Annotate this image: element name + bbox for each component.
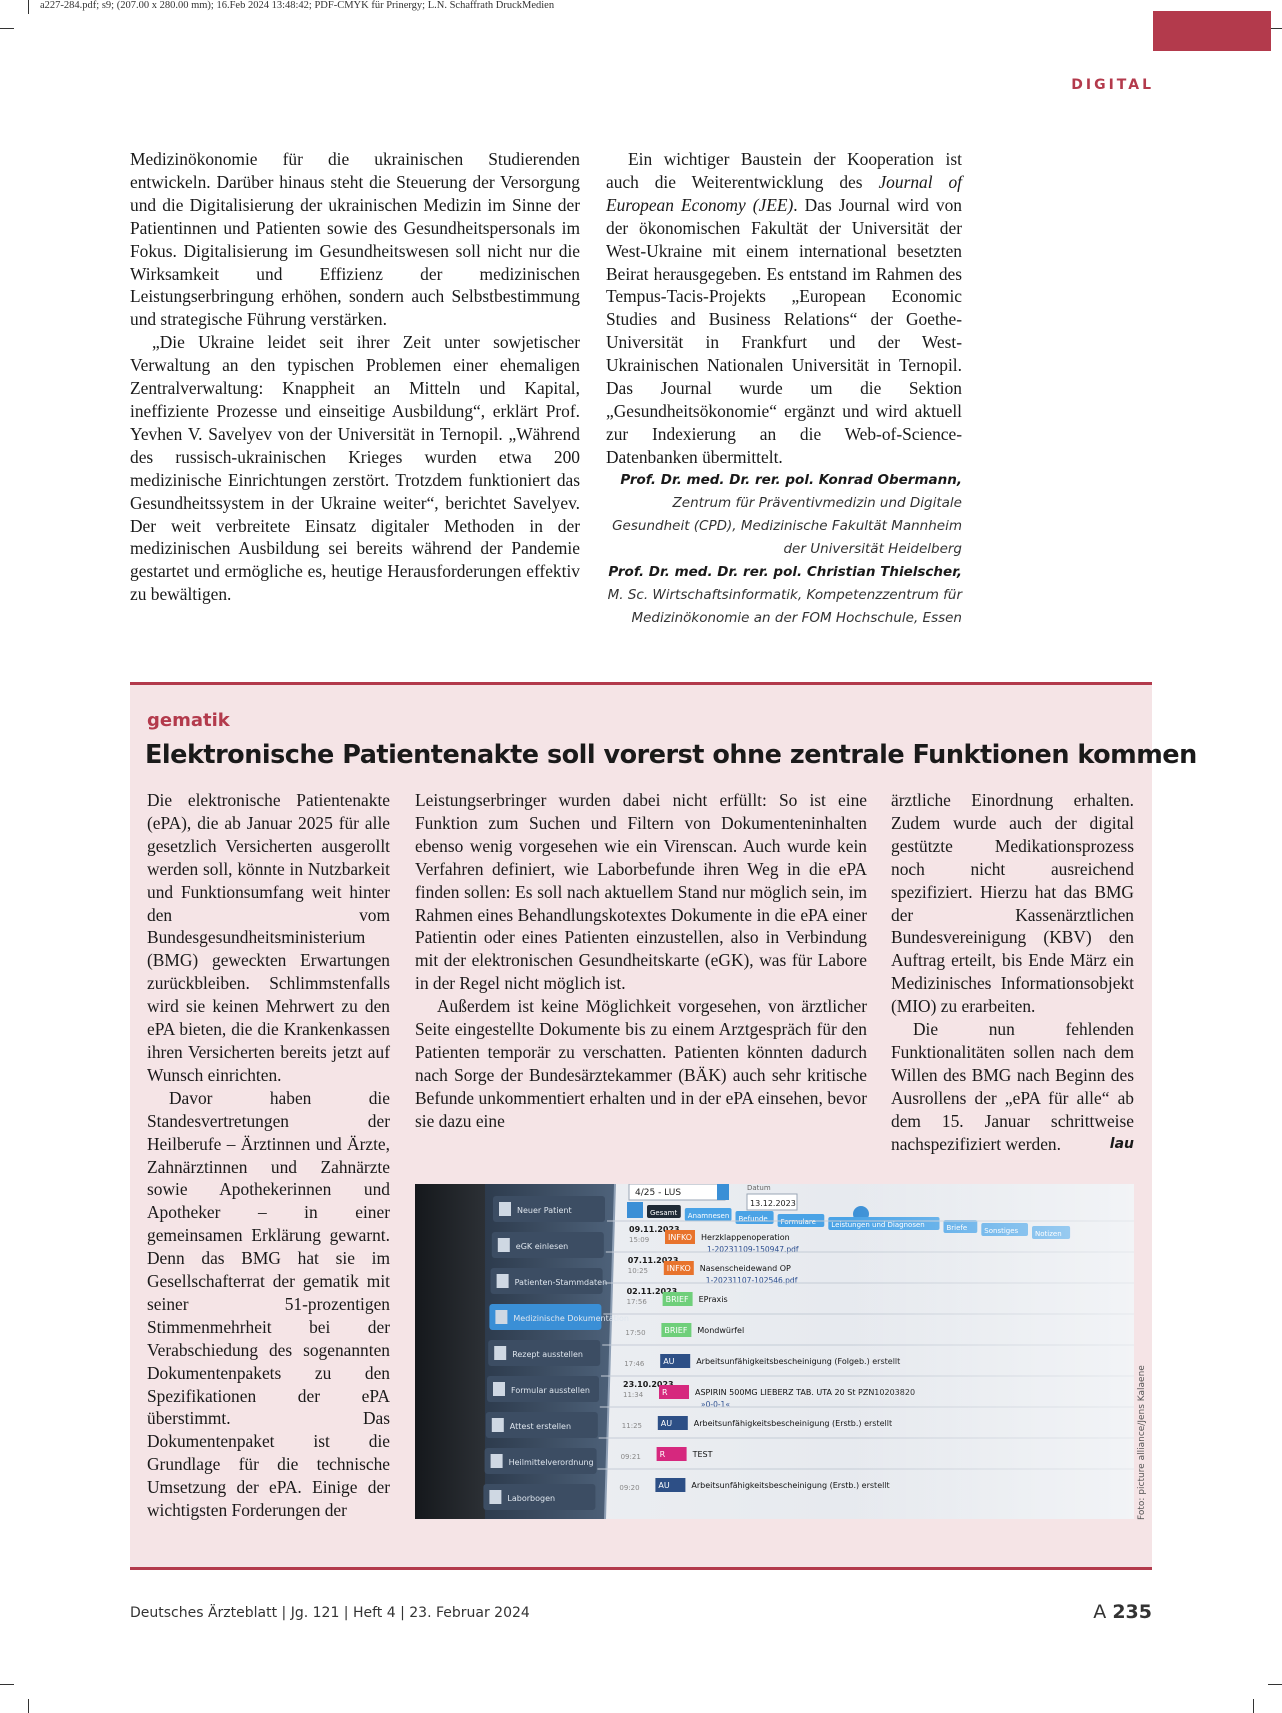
box-kicker: gematik — [147, 710, 230, 731]
paragraph: Davor haben die Standesvertretungen der Heilberufe – Ärztinnen und Ärzte, Zahnärztinnen und Zahnärzte sowie Apothekerinnen und Apotheker – in einer gemeinsamen Erklärung gewarnt. Denn das BMG hat sie im Gesellschafterrat der gematik mit seiner 51-prozentigen Stimmenmehrheit bei der Verabschiedung des sogenannten Dokumentenpakets zu den Spezifikationen der ePA überstimmt. Das Dokumentenpaket ist die Grundlage für die technische Umsetzung der ePA. Einige der wichtigsten Forderungen der — [147, 1087, 390, 1521]
paragraph: Außerdem ist keine Möglichkeit vorgesehen, von ärztlicher Seite eingestellte Dokumente bis zu einem Arztgespräch für den Patienten temporär zu verschatten. Patienten könnten dadurch nach Sorge der Bundesärztekammer (BÄK) auch sehr kritische Befunde unkommentiert erhalten und in der ePA einsehen, bevor sie dazu eine — [415, 996, 867, 1131]
page-number: A 235 — [1093, 1601, 1152, 1623]
paragraph: Die elektronische Patientenakte (ePA), die ab Januar 2025 für alle gesetzlich Versicherten ausgerollt werden soll, könnte in Nutzbarkeit und Funktionsumfang weit hinter den vom Bundesgesundheitsministerium (BMG) geweckten Erwartungen zurückbleiben. Schlimmstenfalls wird sie keinen Mehrwert zu den ePA bieten, die die Krankenkassen ihren Versicherten bereits jetzt auf Wunsch einrichten. — [147, 790, 390, 1085]
crop-mark — [0, 28, 14, 29]
box-column-1 — [147, 789, 390, 1522]
paragraph: Ein wichtiger Baustein der Kooperation ist auch die Weiterentwicklung des Journal of European Economy (JEE). Das Journal wird von der ökonomischen Fakultät der Universität der West-Ukraine mit einem international besetzten Beirat herausgegeben. Es entstand im Rahmen des Tempus-Tacis-Projekts „European Economic Studies and Business Relations“ der Goethe-Universität in Frankfurt und der West-Ukrainischen Nationalen Universität in Ternopil. Das Journal wurde um die Sektion „Gesundheitsökonomie“ ergänzt und wird aktuell zur Indexierung an die Web-of-Science-Datenbanken übermittelt. — [606, 149, 962, 467]
article-right-column — [606, 148, 962, 630]
box-headline: Elektronische Patientenakte soll vorerst ohne zentrale Funktionen kommen — [145, 740, 1197, 770]
author-byline: Prof. Dr. med. Dr. rer. pol. Konrad Obermann, Zentrum für Präventivmedizin und Digitale Gesundheit (CPD), Medizinische Fakultät Mannheim der Universität Heidelberg Prof. Dr. med. Dr. rer. pol. Christian Thielscher, M. Sc. Wirtschaftsinformatik, Kompetenzzentrum für Medizinökonomie an der FOM Hochschule, Essen — [607, 471, 962, 626]
photo-credit: Foto: picture alliance/Jens Kalaene — [1137, 1365, 1147, 1520]
paragraph: ärztliche Einordnung erhalten. Zudem wurde auch der digital gestützte Medikationsprozess noch nicht ausreichend spezifiziert. Hierzu hat das BMG der Kassenärztlichen Bundesvereinigung (KBV) den Auftrag erteilt, bis Ende März ein Medizinisches Informationsobjekt (MIO) zu erarbeiten. — [891, 790, 1134, 1017]
epa-screen-photo — [415, 1184, 1134, 1519]
box-column-2 — [415, 789, 867, 1133]
crop-mark — [1268, 1684, 1282, 1685]
box-column-3 — [891, 789, 1134, 1156]
crop-mark — [0, 1684, 14, 1685]
section-label: DIGITAL — [1071, 77, 1154, 93]
print-info: a227-284.pdf; s9; (207.00 x 280.00 mm); 16.Feb 2024 13:48:42; PDF-CMYK für Prinergy; L.N. Schaffrath DruckMedien — [40, 0, 555, 11]
section-color-tab — [1153, 11, 1271, 51]
paragraph: „Die Ukraine leidet seit ihrer Zeit unter sowjetischer Verwaltung an den typischen Problemen einer ehemaligen Zentralverwaltung: Knappheit an Mitteln und Kapital, ineffiziente Prozesse und einseitige Ausbildung“, erklärt Prof. Yevhen V. Savelyev von der Universität in Ternopil. „Während des russisch-ukrainischen Krieges wurden etwa 200 medizinische Einrichtungen zerstört. Trotzdem funktioniert das Gesundheitssystem in der Ukraine weiter“, berichtet Savelyev. Der weit verbreitete Einsatz digitaler Methoden in der medizinischen Ausbildung sei bereits während der Pandemie gestartet und ermögliche es, heutige Herausforderungen effektiv zu bewältigen. — [130, 332, 580, 605]
crop-mark — [1253, 1699, 1254, 1713]
crop-mark — [28, 0, 29, 14]
article-left-column — [130, 148, 580, 606]
paragraph: Die nun fehlenden Funktionalitäten sollen nach dem Willen des BMG nach Beginn des Ausrollens der „ePA für alle“ ab dem 15. Januar schrittweise nachspezifiziert werden. lau — [891, 1019, 1134, 1154]
author-tag: lau — [1109, 1135, 1134, 1152]
journal-name: Journal of European Economy (JEE) — [606, 171, 962, 215]
crop-mark — [28, 1699, 29, 1713]
paragraph: Leistungserbringer wurden dabei nicht erfüllt: So ist eine Funktion zum Suchen und Filtern von Dokumenteninhalten ebenso wenig vorgesehen wie ein Virenscan. Auch wurde kein Verfahren definiert, wie Laborbefunde ihren Weg in die ePA finden sollen: Es soll nach aktuellem Stand nur möglich sein, im Rahmen eines Behandlungskotextes Dokumente in die ePA einer Patientin oder eines Patienten einzustellen, also in Verbindung mit der elektronischen Gesundheitskarte (eGK), was für Labore in der Regel nicht möglich ist. — [415, 790, 867, 994]
footer-journal-info: Deutsches Ärzteblatt | Jg. 121 | Heft 4 | 23. Februar 2024 — [130, 1605, 530, 1621]
paragraph: Medizinökonomie für die ukrainischen Studierenden entwickeln. Darüber hinaus steht die Steuerung der Versorgung und die Digitalisierung der ukrainischen Medizin im Sinne der Patientinnen und Patienten sowie des Gesundheitspersonals im Fokus. Digitalisierung im Gesundheitswesen soll nicht nur die Wirksamkeit und Effizienz der medizinischen Leistungserbringung erhöhen, sondern auch Selbstbestimmung und strategische Führung verstärken. — [130, 149, 580, 330]
